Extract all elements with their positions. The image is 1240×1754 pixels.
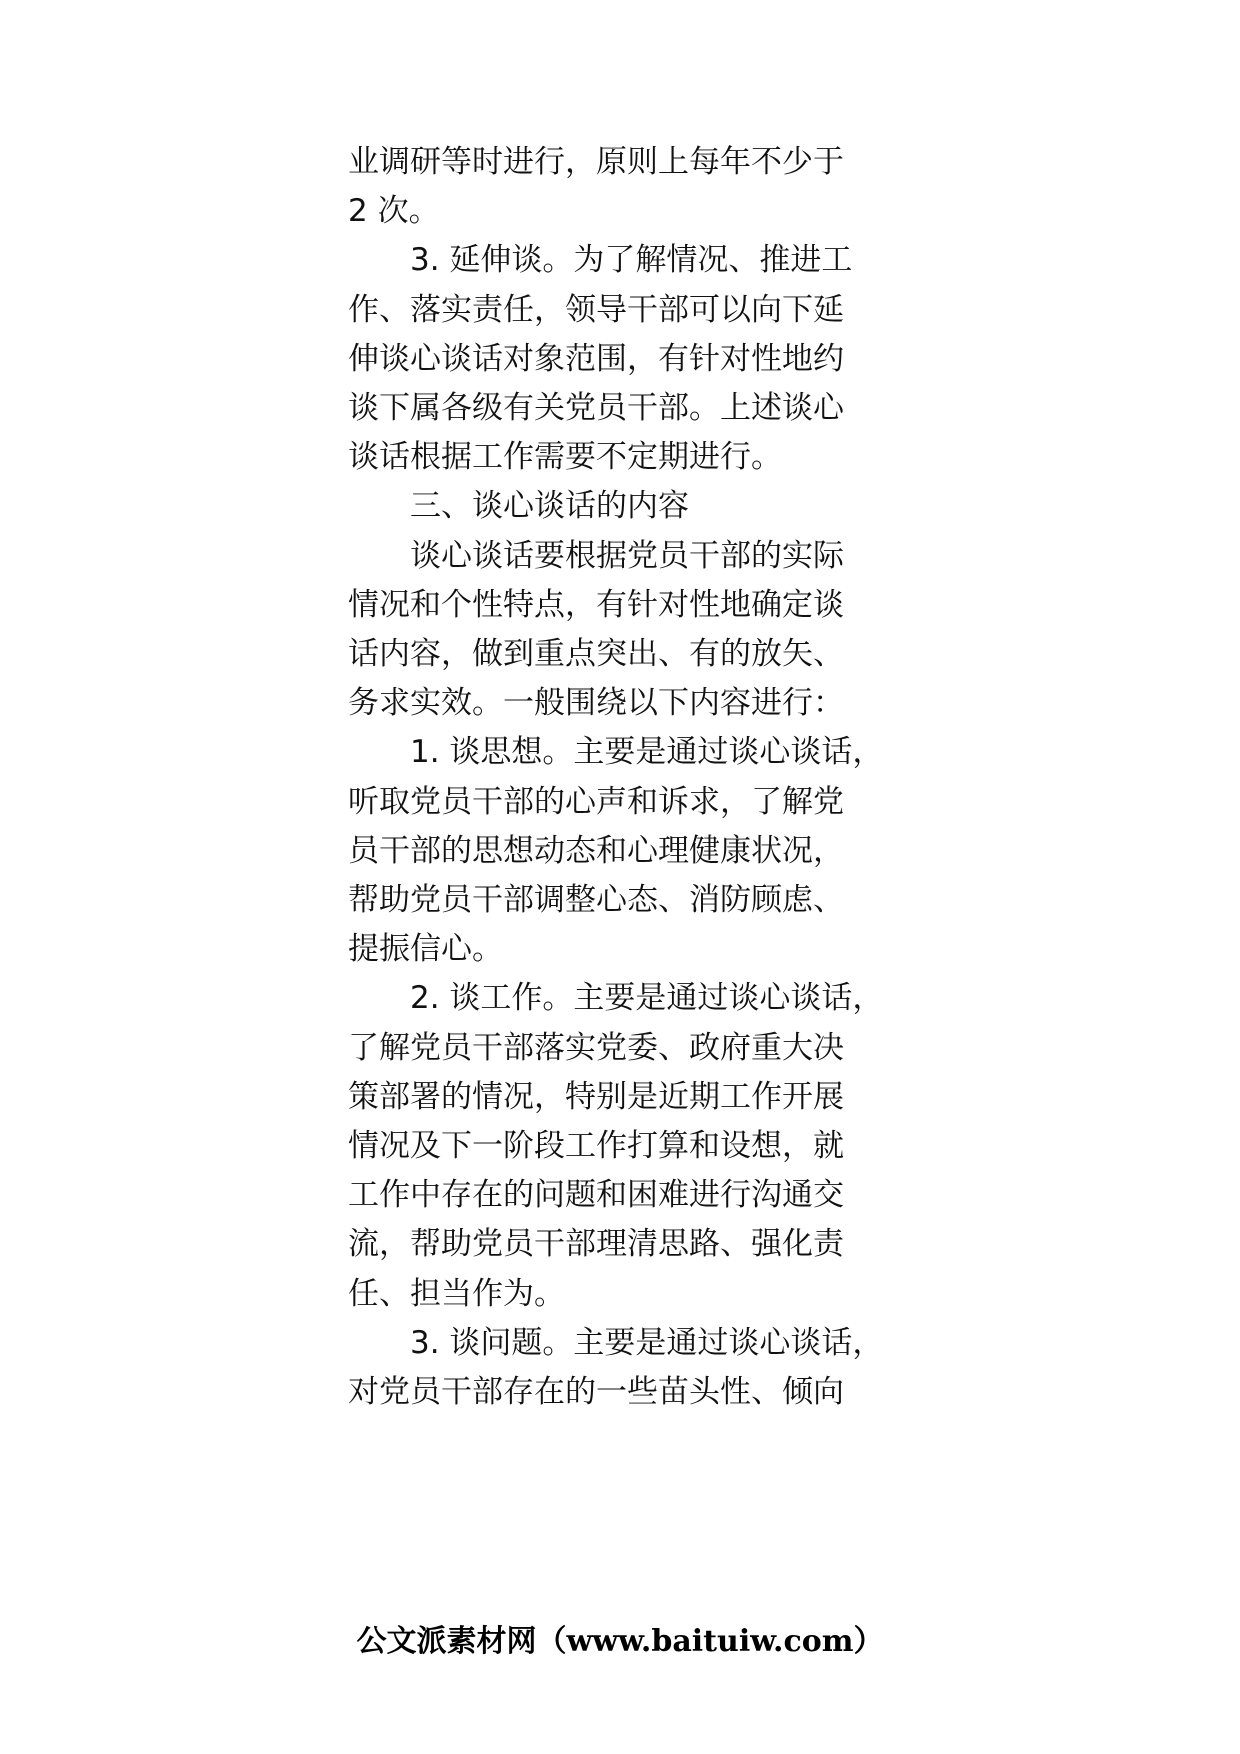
text-line: 2. 谈工作。主要是通过谈心谈话， <box>348 980 884 1017</box>
text-line: 员干部的思想动态和心理健康状况， <box>348 832 844 869</box>
text-line: 了解党员干部落实党委、政府重大决 <box>348 1029 844 1066</box>
text-line: 帮助党员干部调整心态、消防顾虑、 <box>348 882 844 918</box>
text-line: 务求实效。一般围绕以下内容进行： <box>348 685 844 722</box>
text-line: 伸谈心谈话对象范围，有针对性地约 <box>348 340 844 377</box>
text-line: 1. 谈思想。主要是通过谈心谈话， <box>348 734 884 771</box>
text-line: 谈下属各级有关党员干部。上述谈心 <box>348 390 844 426</box>
text-line: 谈话根据工作需要不定期进行。 <box>348 439 782 476</box>
text-line: 3. 延伸谈。为了解情况、推进工 <box>348 242 853 279</box>
text-line: 2 次。 <box>348 193 440 230</box>
text-line: 听取党员干部的心声和诉求，了解党 <box>348 783 844 820</box>
text-line: 话内容，做到重点突出、有的放矢、 <box>348 636 844 672</box>
text-line: 情况和个性特点，有针对性地确定谈 <box>348 586 844 623</box>
text-line: 三、谈心谈话的内容 <box>348 488 689 525</box>
text-line: 谈心谈话要根据党员干部的实际 <box>348 537 844 574</box>
text-line: 情况及下一阶段工作打算和设想，就 <box>348 1128 844 1164</box>
text-line: 作、落实责任，领导干部可以向下延 <box>348 291 844 328</box>
text-line: 工作中存在的问题和困难进行沟通交 <box>348 1177 844 1214</box>
text-line: 提振信心。 <box>348 931 503 968</box>
text-line: 对党员干部存在的一些苗头性、倾向 <box>348 1374 844 1410</box>
text-line: 流，帮助党员干部理清思路、强化责 <box>348 1226 844 1263</box>
footer-watermark: 公文派素材网（www.baituiw.com） <box>356 1624 884 1659</box>
text-line: 业调研等时进行，原则上每年不少于 <box>348 144 844 180</box>
text-line: 3. 谈问题。主要是通过谈心谈话， <box>348 1324 884 1361</box>
text-line: 任、担当作为。 <box>348 1275 565 1312</box>
text-line: 策部署的情况，特别是近期工作开展 <box>348 1078 844 1115</box>
